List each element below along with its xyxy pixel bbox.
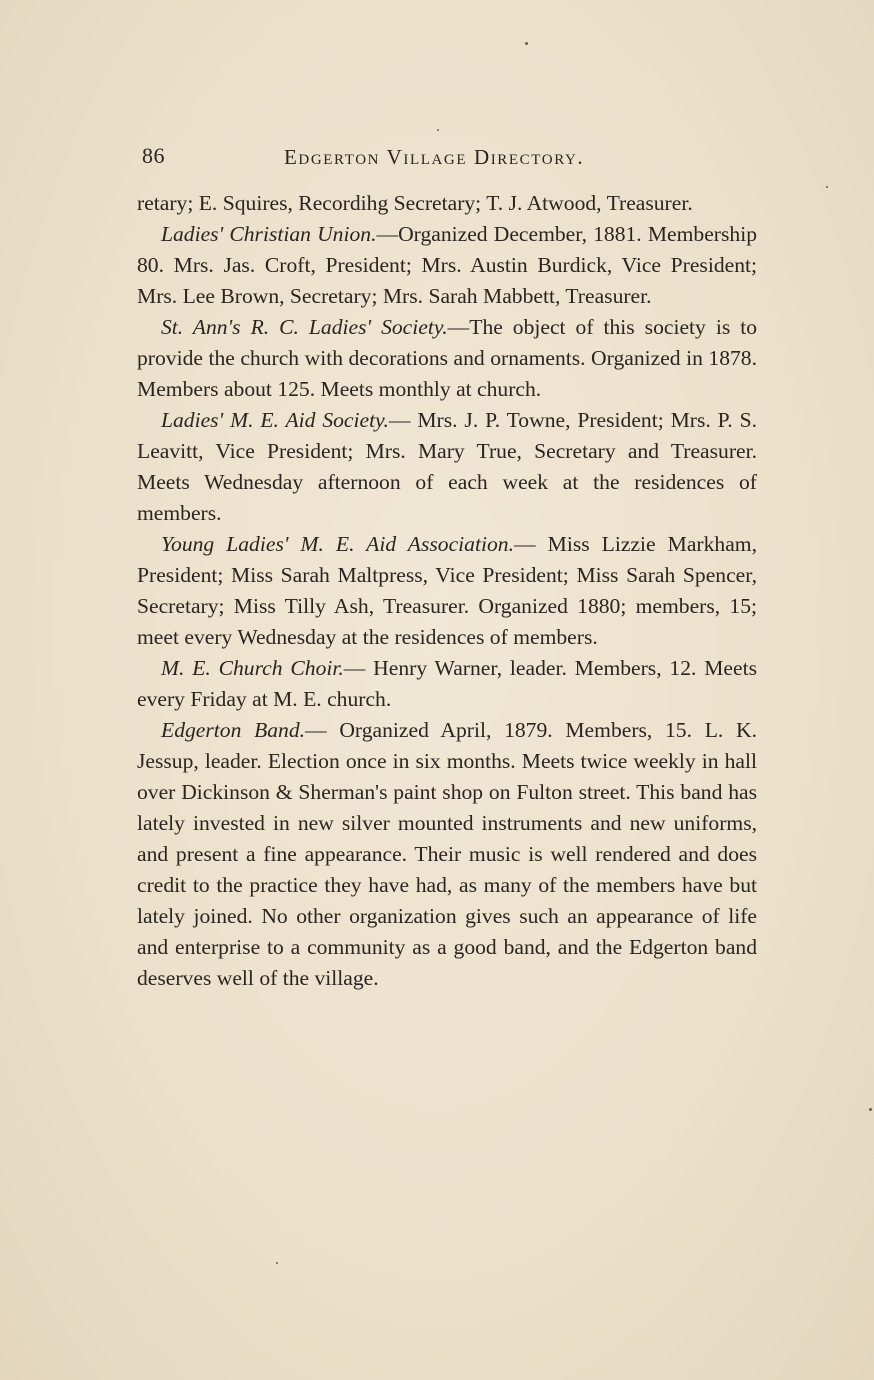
paragraph-ladies-me-aid-society bbox=[137, 405, 757, 529]
paragraph-continuation bbox=[137, 188, 757, 219]
organization-name: Edgerton Band. bbox=[161, 718, 306, 742]
paragraph-text: —The object of this society is to provide the church with decorations and ornaments. Organized in 1878. Members about 125. Meets monthly at church. bbox=[137, 315, 757, 401]
paragraph-edgerton-band bbox=[137, 715, 757, 994]
paragraph-text: —Organized December, 1881. Membership 80. Mrs. Jas. Croft, President; Mrs. Austin Burdick, Vice President; Mrs. Lee Brown, Secretary; Mrs. Sarah Mabbett, Treasurer. bbox=[137, 222, 757, 308]
organization-name: Ladies' M. E. Aid Society. bbox=[161, 408, 389, 432]
paragraph-me-church-choir bbox=[137, 653, 757, 715]
paper-speck bbox=[826, 186, 828, 188]
paragraph-text: — Henry Warner, leader. Members, 12. Meets every Friday at M. E. church. bbox=[137, 656, 757, 711]
organization-name: St. Ann's R. C. Ladies' Society. bbox=[161, 315, 448, 339]
body-text bbox=[137, 188, 757, 994]
paper-speck bbox=[276, 1262, 278, 1264]
organization-name: Ladies' Christian Union. bbox=[161, 222, 377, 246]
paragraph-text: retary; E. Squires, Recordihg Secretary; T. J. Atwood, Treasurer. bbox=[137, 191, 693, 215]
paragraph-text: — Mrs. J. P. Towne, President; Mrs. P. S. Leavitt, Vice President; Mrs. Mary True, Secretary and Treasurer. Meets Wednesday afternoon of each week at the residences of members. bbox=[137, 408, 757, 525]
paragraph-text: — Miss Lizzie Markham, President; Miss Sarah Maltpress, Vice President; Miss Sarah Spencer, Secretary; Miss Tilly Ash, Treasurer. Organized 1880; members, 15; meet every Wednesday at the residences of members. bbox=[137, 532, 757, 649]
paragraph-st-anns-society bbox=[137, 312, 757, 405]
paper-speck bbox=[869, 1108, 872, 1111]
running-head: Edgerton Village Directory. bbox=[284, 145, 585, 169]
paragraph-ladies-christian-union bbox=[137, 219, 757, 312]
organization-name: Young Ladies' M. E. Aid Association. bbox=[161, 532, 514, 556]
page-header bbox=[140, 143, 760, 175]
paper-speck bbox=[437, 129, 439, 131]
paper-speck bbox=[525, 42, 528, 45]
page-number: 86 bbox=[142, 143, 165, 168]
paragraph-young-ladies-aid-association bbox=[137, 529, 757, 653]
paragraph-text: — Organized April, 1879. Members, 15. L. K. Jessup, leader. Election once in six months. Meets twice weekly in hall over Dickinson & Sherman's paint shop on Fulton street. This band has lately invested in new silver mounted instruments and new uniforms, and present a fine appearance. Their music is well rendered and does credit to the practice they have had, as many of the members have but lately joined. No other organization gives such an appearance of life and enterprise to a community as a good band, and the Edgerton band deserves well of the village. bbox=[137, 718, 757, 990]
organization-name: M. E. Church Choir. bbox=[161, 656, 344, 680]
